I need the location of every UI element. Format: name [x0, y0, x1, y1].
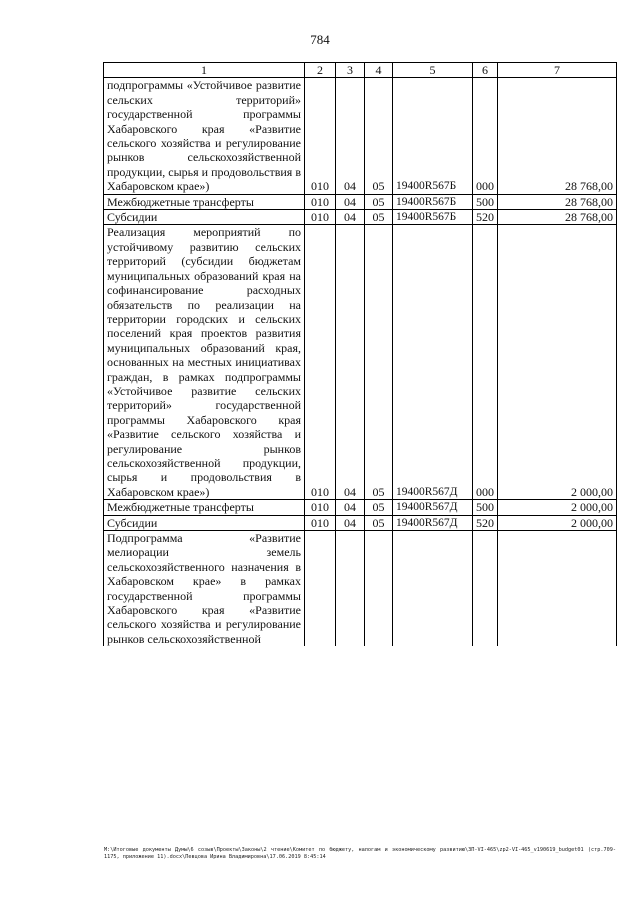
page-number: 784: [310, 32, 330, 47]
row-code: 010: [305, 194, 336, 209]
row-code: 010: [305, 78, 336, 194]
row-name: Межбюджетные трансферты: [104, 500, 305, 515]
table-row: [104, 515, 617, 530]
row-expense-type: 500: [473, 500, 498, 515]
row-subsection: 05: [365, 210, 393, 225]
row-expense-type: 000: [473, 225, 498, 500]
table-header-row: [104, 63, 617, 78]
row-subsection: 05: [365, 78, 393, 194]
row-subsection: 05: [365, 515, 393, 530]
row-amount: 28 768,00: [498, 194, 617, 209]
row-code: 010: [305, 225, 336, 500]
row-code: [305, 531, 336, 647]
row-code: 010: [305, 210, 336, 225]
row-subsection: [365, 531, 393, 647]
row-target-article: 19400R567Д: [393, 515, 473, 530]
row-expense-type: 520: [473, 515, 498, 530]
row-section: 04: [336, 500, 365, 515]
row-code: 010: [305, 515, 336, 530]
table-row: [104, 225, 617, 500]
row-section: 04: [336, 194, 365, 209]
row-code: 010: [305, 500, 336, 515]
row-amount: 2 000,00: [498, 225, 617, 500]
document-path-footer: М:\Итоговые документы Думы\6 созыв\Проекты\Законы\2 чтение\Комитет по бюджету, налогам и экономическому развитию\ЗП-VI-465\zp2-VI-465_v190619_budget01 (стр.709-1175, приложение 11).docx\Певцова Ирина Владимировна\17.06.2019 8:45:14: [104, 847, 616, 860]
row-name: Реализация мероприятий по устойчивому развитию сельских территорий (субсидии бюджетам муниципальных образований края на софинансирование расходных обязательств по реализации на территории городских и сельских поселений края проектов развития муниципальных образований края, основанных на местных инициативах граждан, в рамках подпрограммы «Устойчивое развитие сельских территорий» государственной программы Хабаровского края «Развитие сельского хозяйства и регулирование рынков сельскохозяйственной продукции, сырья и продовольствия в Хабаровском крае»): [104, 225, 305, 500]
row-subsection: 05: [365, 225, 393, 500]
row-name: Межбюджетные трансферты: [104, 194, 305, 209]
row-expense-type: 520: [473, 210, 498, 225]
table-row: [104, 500, 617, 515]
column-header: 4: [365, 63, 393, 78]
column-header: 1: [104, 63, 305, 78]
table-row: [104, 210, 617, 225]
row-target-article: 19400R567Б: [393, 210, 473, 225]
row-name: Подпрограмма «Развитие мелиорации земель сельскохозяйственного назначения в Хабаровском крае» в рамках государственной программы Хабаровского края «Развитие сельского хозяйства и регулирование рынков сельскохозяйственной: [104, 531, 305, 647]
row-name: Субсидии: [104, 210, 305, 225]
row-expense-type: 000: [473, 78, 498, 194]
row-target-article: [393, 531, 473, 647]
row-name: подпрограммы «Устойчивое развитие сельских территорий» государственной программы Хабаровского края «Развитие сельского хозяйства и регулирование рынков сельскохозяйственной продукции, сырья и продовольствия в Хабаровском крае»): [104, 78, 305, 194]
row-section: 04: [336, 225, 365, 500]
row-amount: 2 000,00: [498, 515, 617, 530]
row-section: 04: [336, 210, 365, 225]
column-header: 6: [473, 63, 498, 78]
table-row: [104, 78, 617, 194]
row-section: 04: [336, 78, 365, 194]
row-amount: 2 000,00: [498, 500, 617, 515]
row-subsection: 05: [365, 500, 393, 515]
row-target-article: 19400R567Д: [393, 225, 473, 500]
budget-table: [103, 62, 617, 646]
row-target-article: 19400R567Д: [393, 500, 473, 515]
row-section: 04: [336, 515, 365, 530]
row-section: [336, 531, 365, 647]
column-header: 7: [498, 63, 617, 78]
row-amount: [498, 531, 617, 647]
row-target-article: 19400R567Б: [393, 194, 473, 209]
row-amount: 28 768,00: [498, 78, 617, 194]
row-name: Субсидии: [104, 515, 305, 530]
column-header: 3: [336, 63, 365, 78]
table-row: [104, 194, 617, 209]
column-header: 5: [393, 63, 473, 78]
row-expense-type: 500: [473, 194, 498, 209]
row-amount: 28 768,00: [498, 210, 617, 225]
row-subsection: 05: [365, 194, 393, 209]
row-target-article: 19400R567Б: [393, 78, 473, 194]
row-expense-type: [473, 531, 498, 647]
table-row: [104, 531, 617, 647]
column-header: 2: [305, 63, 336, 78]
